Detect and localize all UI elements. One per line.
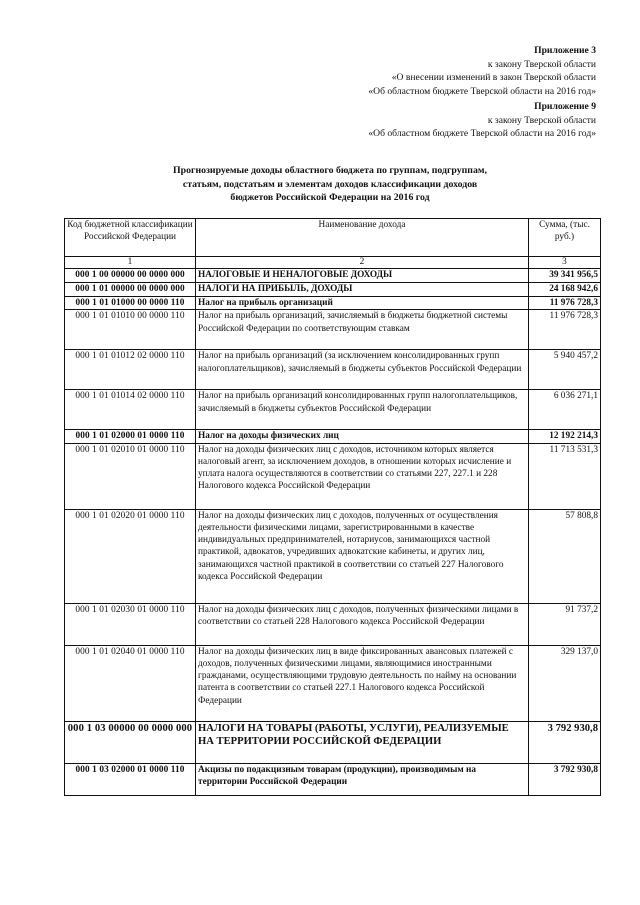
table-row — [65, 390, 601, 430]
row-code: 000 1 01 02020 01 0000 110 — [65, 509, 196, 603]
table-row — [65, 297, 601, 310]
row-sum: 57 808,8 — [529, 509, 601, 603]
row-code: 000 1 01 02010 01 0000 110 — [65, 443, 196, 509]
appendix-3-header — [368, 44, 596, 98]
row-sum: 3 792 930,8 — [529, 763, 601, 795]
row-sum: 24 168 942,6 — [529, 283, 601, 297]
row-name: Акцизы по подакцизным товарам (продукции), производимым на территории Российской Федерации — [196, 763, 529, 795]
table-row — [65, 509, 601, 603]
table-row — [65, 310, 601, 350]
document-title — [80, 164, 580, 205]
table-row — [65, 763, 601, 795]
row-code: 000 1 00 00000 00 0000 000 — [65, 269, 196, 283]
row-name: Налог на прибыль организаций — [196, 297, 529, 310]
row-sum: 11 976 728,3 — [529, 297, 601, 310]
appendix-3-line3: «Об областном бюджете Тверской области на 2016 год» — [368, 85, 596, 97]
appendix-9-line2: «Об областном бюджете Тверской области на 2016 год» — [368, 128, 596, 139]
row-code: 000 1 03 02000 01 0000 110 — [65, 763, 196, 795]
table-row — [65, 443, 601, 509]
row-name: Налог на доходы физических лиц в виде фиксированных авансовых платежей с доходов, полученных физическими лицами, являющимися иностранными гражданами, осуществляющими трудовую деятельность по найму на основании патента в соответствии со статьей 227.1 Налогового кодекса Российской Федерации — [196, 645, 529, 721]
table-row — [65, 603, 601, 645]
appendix-9-title: Приложение 9 — [534, 101, 596, 112]
column-number-1: 1 — [65, 257, 196, 269]
table-row — [65, 350, 601, 390]
row-code: 000 1 01 01014 02 0000 110 — [65, 390, 196, 430]
header-sum: Сумма, (тыс. руб.) — [529, 219, 601, 257]
row-code: 000 1 01 02040 01 0000 110 — [65, 645, 196, 721]
row-sum: 5 940 457,2 — [529, 350, 601, 390]
appendix-9-line1: к закону Тверской области — [487, 114, 596, 126]
row-sum: 329 137,0 — [529, 645, 601, 721]
row-code: 000 1 01 01010 00 0000 110 — [65, 310, 196, 350]
document-title-line1: Прогнозируемые доходы областного бюджета по группам, подгруппам, — [173, 165, 487, 176]
header-code: Код бюджетной классификации Российской Федерации — [65, 219, 196, 257]
table-row — [65, 269, 601, 283]
column-number-3: 3 — [529, 257, 601, 269]
row-sum: 12 192 214,3 — [529, 430, 601, 443]
table-header-row — [65, 219, 601, 257]
row-sum: 91 737,2 — [529, 603, 601, 645]
document-title-line2: статьям, подстатьям и элементам доходов классификации доходов — [182, 178, 478, 190]
appendix-3-line2: «О внесении изменений в закон Тверской области — [391, 72, 596, 83]
row-sum: 11 976 728,3 — [529, 310, 601, 350]
row-sum: 11 713 531,3 — [529, 443, 601, 509]
row-code: 000 1 01 01000 00 0000 110 — [65, 297, 196, 310]
table-row — [65, 430, 601, 443]
row-sum: 3 792 930,8 — [529, 721, 601, 763]
row-name: Налог на доходы физических лиц с доходов, полученных физическими лицами в соответствии со статьей 228 Налогового кодекса Российской Федерации — [196, 603, 529, 645]
row-name: НАЛОГИ НА ПРИБЫЛЬ, ДОХОДЫ — [196, 283, 529, 297]
header-name: Наименование дохода — [196, 219, 529, 257]
income-table — [64, 218, 601, 796]
row-code: 000 1 01 00000 00 0000 000 — [65, 283, 196, 297]
row-sum: 6 036 271,1 — [529, 390, 601, 430]
document-title-line3: бюджетов Российской Федерации на 2016 год — [230, 192, 430, 203]
row-code: 000 1 01 01012 02 0000 110 — [65, 350, 196, 390]
row-name: Налог на прибыль организаций (за исключением консолидированных групп налогоплательщиков), зачисляемый в бюджеты субъектов Российской Федерации — [196, 350, 529, 390]
column-number-2: 2 — [196, 257, 529, 269]
appendix-9-header — [368, 100, 596, 141]
row-code: 000 1 01 02030 01 0000 110 — [65, 603, 196, 645]
row-name: Налог на доходы физических лиц с доходов, полученных от осуществления деятельности физическими лицами, зарегистрированными в качестве индивидуальных предпринимателей, нотариусов, занимающихся частной практикой, адвокатов, учредивших адвокатские кабинеты, и других лиц, занимающихся частной практикой в соответствии со статьей 227 Налогового кодекса Российской Федерации — [196, 509, 529, 603]
table-row — [65, 283, 601, 297]
row-name: Налог на прибыль организаций, зачисляемый в бюджеты бюджетной системы Российской Федерации по соответствующим ставкам — [196, 310, 529, 350]
row-sum: 39 341 956,5 — [529, 269, 601, 283]
row-name: Налог на доходы физических лиц с доходов, источником которых является налоговый агент, за исключением доходов, в отношении которых исчисление и уплата налога осуществляются в соответствии со статьями 227, 227.1 и 228 Налогового кодекса Российской Федерации — [196, 443, 529, 509]
appendix-3-title: Приложение 3 — [534, 45, 596, 56]
table-row — [65, 721, 601, 763]
row-name: Налог на прибыль организаций консолидированных групп налогоплательщиков, зачисляемый в бюджеты субъектов Российской Федерации — [196, 390, 529, 430]
appendix-3-line1: к закону Тверской области — [487, 58, 596, 70]
row-name: Налог на доходы физических лиц — [196, 430, 529, 443]
column-number-row — [65, 257, 601, 269]
row-code: 000 1 01 02000 01 0000 110 — [65, 430, 196, 443]
table-row — [65, 645, 601, 721]
row-code: 000 1 03 00000 00 0000 000 — [65, 721, 196, 763]
row-name: НАЛОГИ НА ТОВАРЫ (РАБОТЫ, УСЛУГИ), РЕАЛИЗУЕМЫЕ НА ТЕРРИТОРИИ РОССИЙСКОЙ ФЕДЕРАЦИИ — [196, 721, 529, 763]
row-name: НАЛОГОВЫЕ И НЕНАЛОГОВЫЕ ДОХОДЫ — [196, 269, 529, 283]
